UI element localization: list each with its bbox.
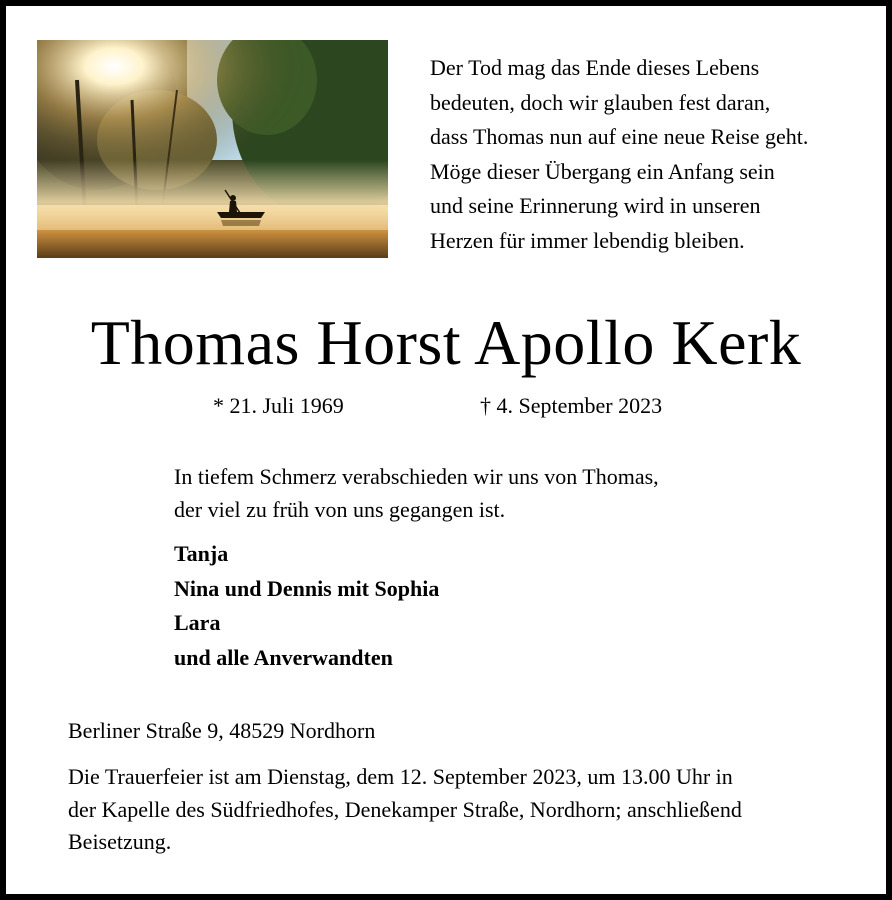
mourner-name: Lara <box>174 610 221 635</box>
canoe-lake-photo <box>37 40 388 258</box>
memorial-quote <box>430 51 870 258</box>
mourners-list <box>174 537 439 675</box>
mourner-name: Nina und Dennis mit Sophia <box>174 575 440 601</box>
funeral-line: der Kapelle des Südfriedhofes, Denekamper Straße, Nordhorn; anschließend <box>68 796 742 822</box>
family-address: Berliner Straße 9, 48529 Nordhorn <box>68 718 376 743</box>
quote-line: Der Tod mag das Ende dieses Lebens <box>430 55 760 80</box>
quote-line: bedeuten, doch wir glauben fest daran, <box>430 89 771 115</box>
funeral-line: Beisetzung. <box>68 829 172 854</box>
canoe-on-misty-lake-icon <box>37 40 388 258</box>
funeral-line: Die Trauerfeier ist am Dienstag, dem 12. September 2023, um 13.00 Uhr in <box>68 764 733 789</box>
quote-line: Herzen für immer lebendig bleiben. <box>430 227 745 253</box>
mourner-name: Tanja <box>174 541 229 566</box>
birth-date: * 21. Juli 1969 <box>213 393 344 418</box>
quote-line: dass Thomas nun auf eine neue Reise geht. <box>430 124 809 149</box>
death-date: † 4. September 2023 <box>480 393 663 418</box>
mourner-name: und alle Anverwandten <box>174 644 393 670</box>
deceased-name: Thomas Horst Apollo Kerk <box>90 307 802 378</box>
message-line: In tiefem Schmerz verabschieden wir uns von Thomas, <box>174 464 659 489</box>
quote-line: und seine Erinnerung wird in unseren <box>430 193 761 218</box>
funeral-details <box>68 761 742 859</box>
message-line: der viel zu früh von uns gegangen ist. <box>174 497 506 522</box>
farewell-message <box>174 460 659 526</box>
quote-line: Möge dieser Übergang ein Anfang sein <box>430 158 775 184</box>
